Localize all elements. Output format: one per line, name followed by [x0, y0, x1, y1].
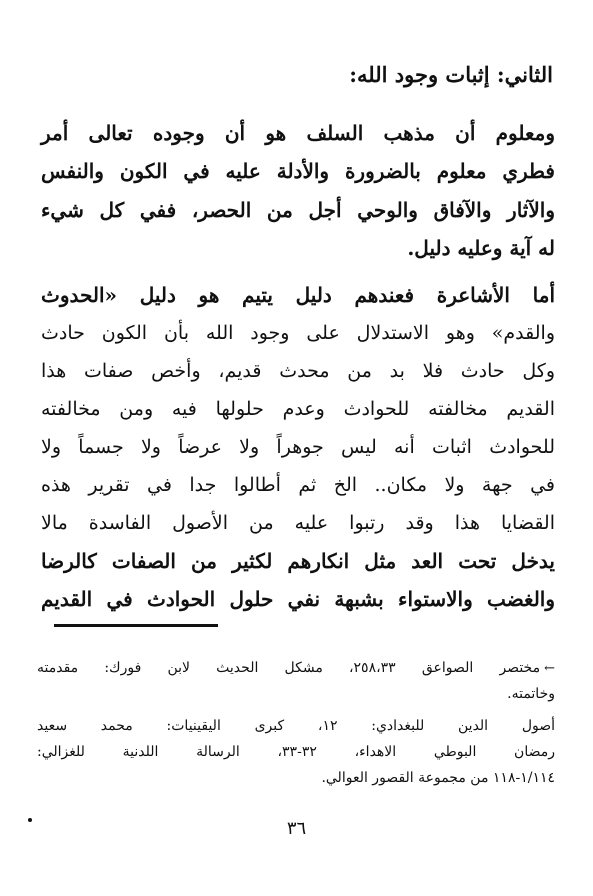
arrow-left-icon: ← [544, 661, 555, 676]
text-line: والقدم» وهو الاستدلال على وجود الله بأن الكون حادث [41, 322, 555, 344]
footnote-text: مختصر الصواعق ٢٥٨،٣٣، مشكل الحديث لابن فورك: مقدمته [37, 660, 541, 676]
text-line: وكل حادث فلا بد من محدث قديم، وأخص صفات هذا [41, 360, 555, 382]
text-line: والآثار والآفاق والوحي أجل من الحصر، ففي كل شيء [41, 198, 555, 222]
text-line: أما الأشاعرة فعندهم دليل يتيم هو دليل «الحدوث [41, 283, 555, 307]
text-line: القضايا هذا وقد رتبوا عليه من الأصول الفاسدة مالا [41, 512, 555, 534]
text-line: له آية وعليه دليل. [407, 236, 555, 260]
text-line: يدخل تحت العد مثل انكارهم لكثير من الصفات كالرضا [41, 549, 555, 573]
text-line: في جهة ولا مكان.. الخ ثم أطالوا جدا في تقرير هذه [41, 474, 555, 496]
page-mark-dot [28, 818, 32, 822]
footnote-separator [54, 624, 218, 627]
footnote-line: وخاتمته. [507, 686, 555, 702]
text-line: للحوادث اثبات أنه ليس جوهراً ولا عرضاً ولا جسماً ولا [41, 436, 555, 458]
text-line: فطري معلوم بالضرورة والأدلة عليه في الكون والنفس [41, 159, 555, 183]
page-number: ٣٦ [286, 818, 307, 839]
footnote-line: رمضان البوطي الاهداء، ٣٢-٣٣، الرسالة اللدنية للغزالي: [37, 744, 555, 760]
section-heading: الثاني: إثبات وجود الله: [349, 62, 553, 87]
text-line: والغضب والاستواء بشبهة نفي حلول الحوادث في القديم [41, 587, 555, 611]
footnote-line: أصول الدين للبغدادي: ١٢، كبرى اليقينيات: محمد سعيد [37, 718, 555, 734]
footnote-line: ١/١١٤-١١٨ من مجموعة القصور العوالي. [321, 770, 555, 786]
text-line: ومعلوم أن مذهب السلف هو أن وجوده تعالى أمر [41, 121, 555, 145]
footnote-line [37, 656, 555, 680]
text-line: القديم مخالفته للحوادث وعدم حلولها فيه ومن مخالفته [41, 398, 555, 420]
